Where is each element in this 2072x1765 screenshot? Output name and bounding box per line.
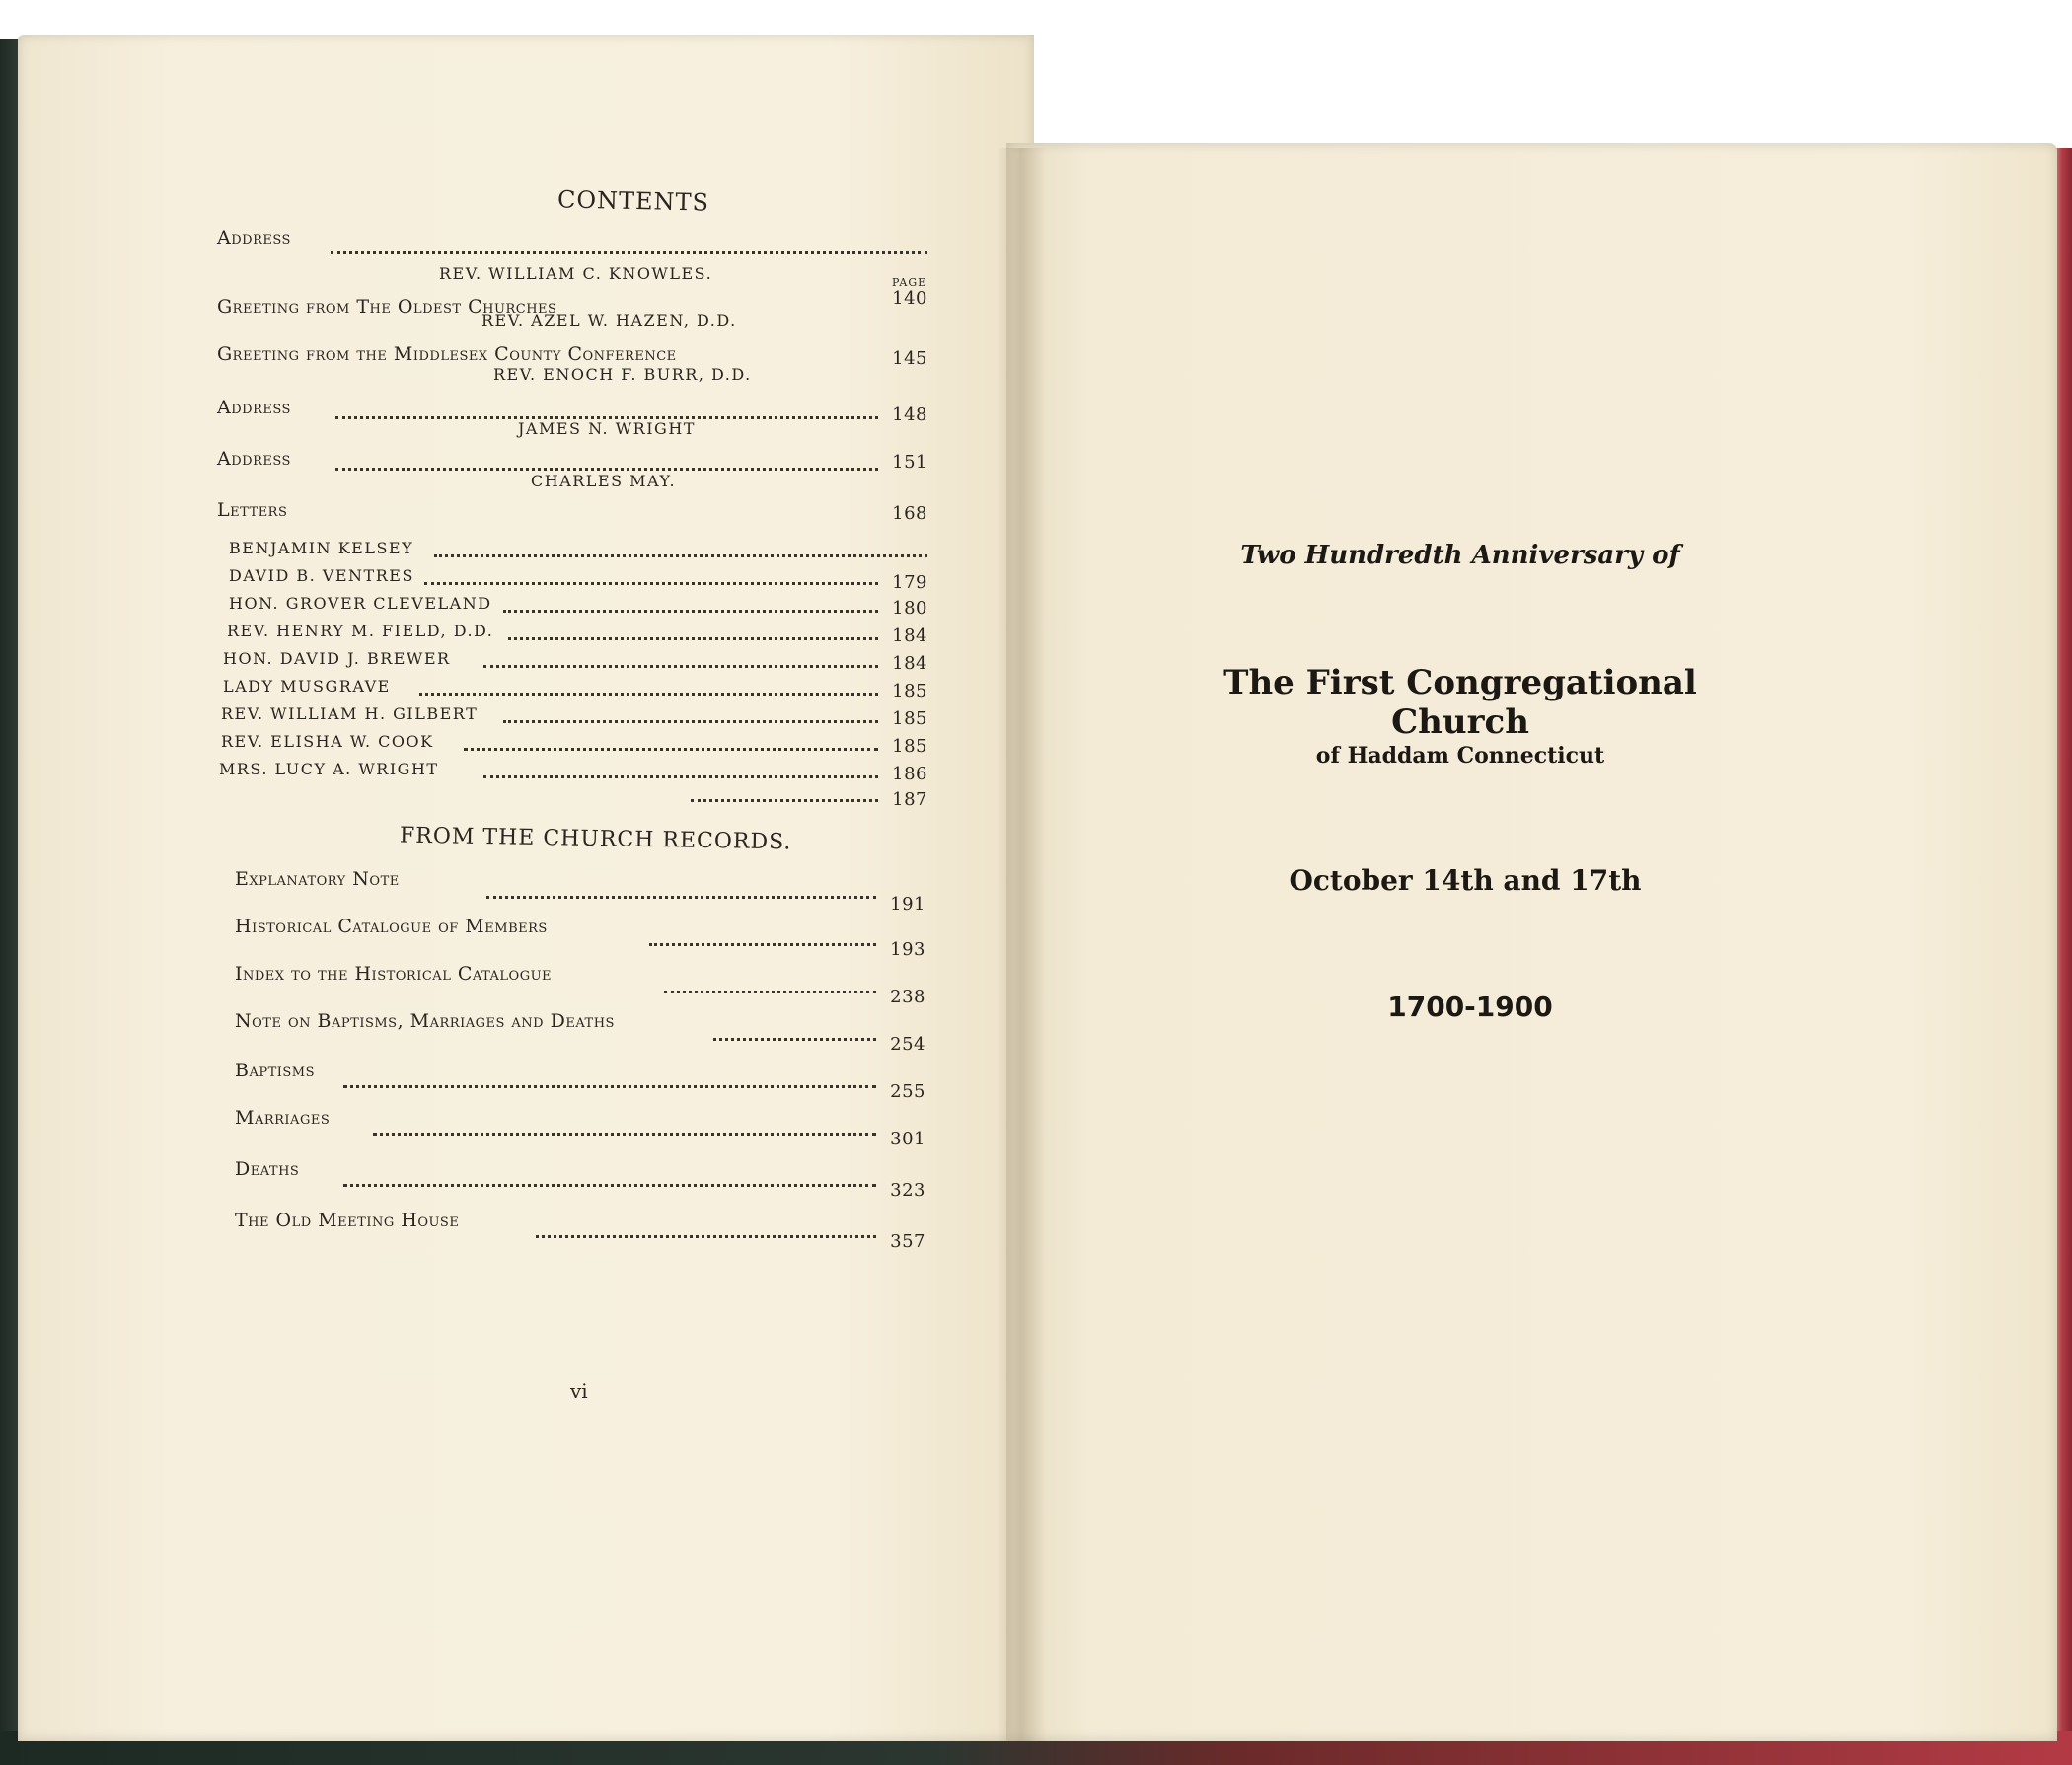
title-line-years: 1700-1900 — [1387, 991, 1553, 1023]
letter-entry: HON. DAVID J. BREWER 184 — [223, 649, 927, 674]
letter-entry: REV. HENRY M. FIELD, D.D. 184 — [227, 622, 927, 646]
contents-entry: Address 148 — [217, 397, 927, 425]
page-column-label: PAGE — [892, 276, 927, 289]
records-entry: Baptisms 255 — [235, 1060, 925, 1102]
letter-entry: BENJAMIN KELSEY — [217, 533, 927, 562]
contents-entry: Letters 168 — [217, 499, 927, 524]
records-entry: Deaths 323 — [235, 1158, 925, 1201]
records-entry: Note on Baptisms, Marriages and Deaths 254 — [235, 1010, 925, 1055]
contents-author: REV. WILLIAM C. KNOWLES. — [439, 264, 713, 283]
letter-entry: LADY MUSGRAVE 185 — [223, 677, 927, 701]
page-folio: vi — [570, 1379, 588, 1403]
contents-author: REV. ENOCH F. BURR, D.D. — [493, 365, 752, 384]
title-line-dates: October 14th and 17th — [1289, 864, 1642, 897]
letter-entry: MRS. LUCY A. WRIGHT 186 — [219, 760, 927, 784]
title-line-location: of Haddam Connecticut — [1315, 743, 1605, 769]
title-line-church: The First Congregational Church — [1223, 663, 1697, 742]
records-entry: Index to the Historical Catalogue 238 — [235, 963, 925, 1007]
contents-author: CHARLES MAY. — [531, 472, 677, 490]
letter-entry: REV. WILLIAM H. GILBERT 185 — [221, 704, 927, 729]
letter-entry: HON. GROVER CLEVELAND 180 — [229, 594, 927, 619]
contents-author: JAMES N. WRIGHT — [518, 419, 696, 438]
records-entry: Explanatory Note 191 — [235, 868, 925, 915]
title-line-anniversary: Two Hundredth Anniversary of — [1240, 541, 1680, 570]
contents-author: REV. AZEL W. HAZEN, D.D. — [481, 311, 737, 330]
title-page — [1006, 143, 2057, 1741]
letter-entry: REV. ELISHA W. COOK 185 — [221, 732, 927, 757]
contents-title: CONTENTS — [556, 185, 710, 217]
section-title: FROM THE CHURCH RECORDS. — [399, 823, 792, 855]
records-entry: The Old Meeting House 357 — [235, 1210, 925, 1252]
records-entry: Historical Catalogue of Members 193 — [235, 916, 925, 960]
contents-entry: Address — [217, 227, 927, 257]
book-gutter — [997, 148, 1046, 1741]
contents-entry: Address 151 — [217, 448, 927, 473]
letter-entry: DAVID B. VENTRES 179 — [229, 566, 927, 593]
contents-entry: Greeting from The Oldest Churches 140 — [217, 288, 927, 318]
records-entry: Marriages 301 — [235, 1107, 925, 1149]
letter-entry: 187 — [217, 781, 927, 811]
contents-entry: Greeting from the Middlesex County Conference 145 — [217, 343, 927, 369]
